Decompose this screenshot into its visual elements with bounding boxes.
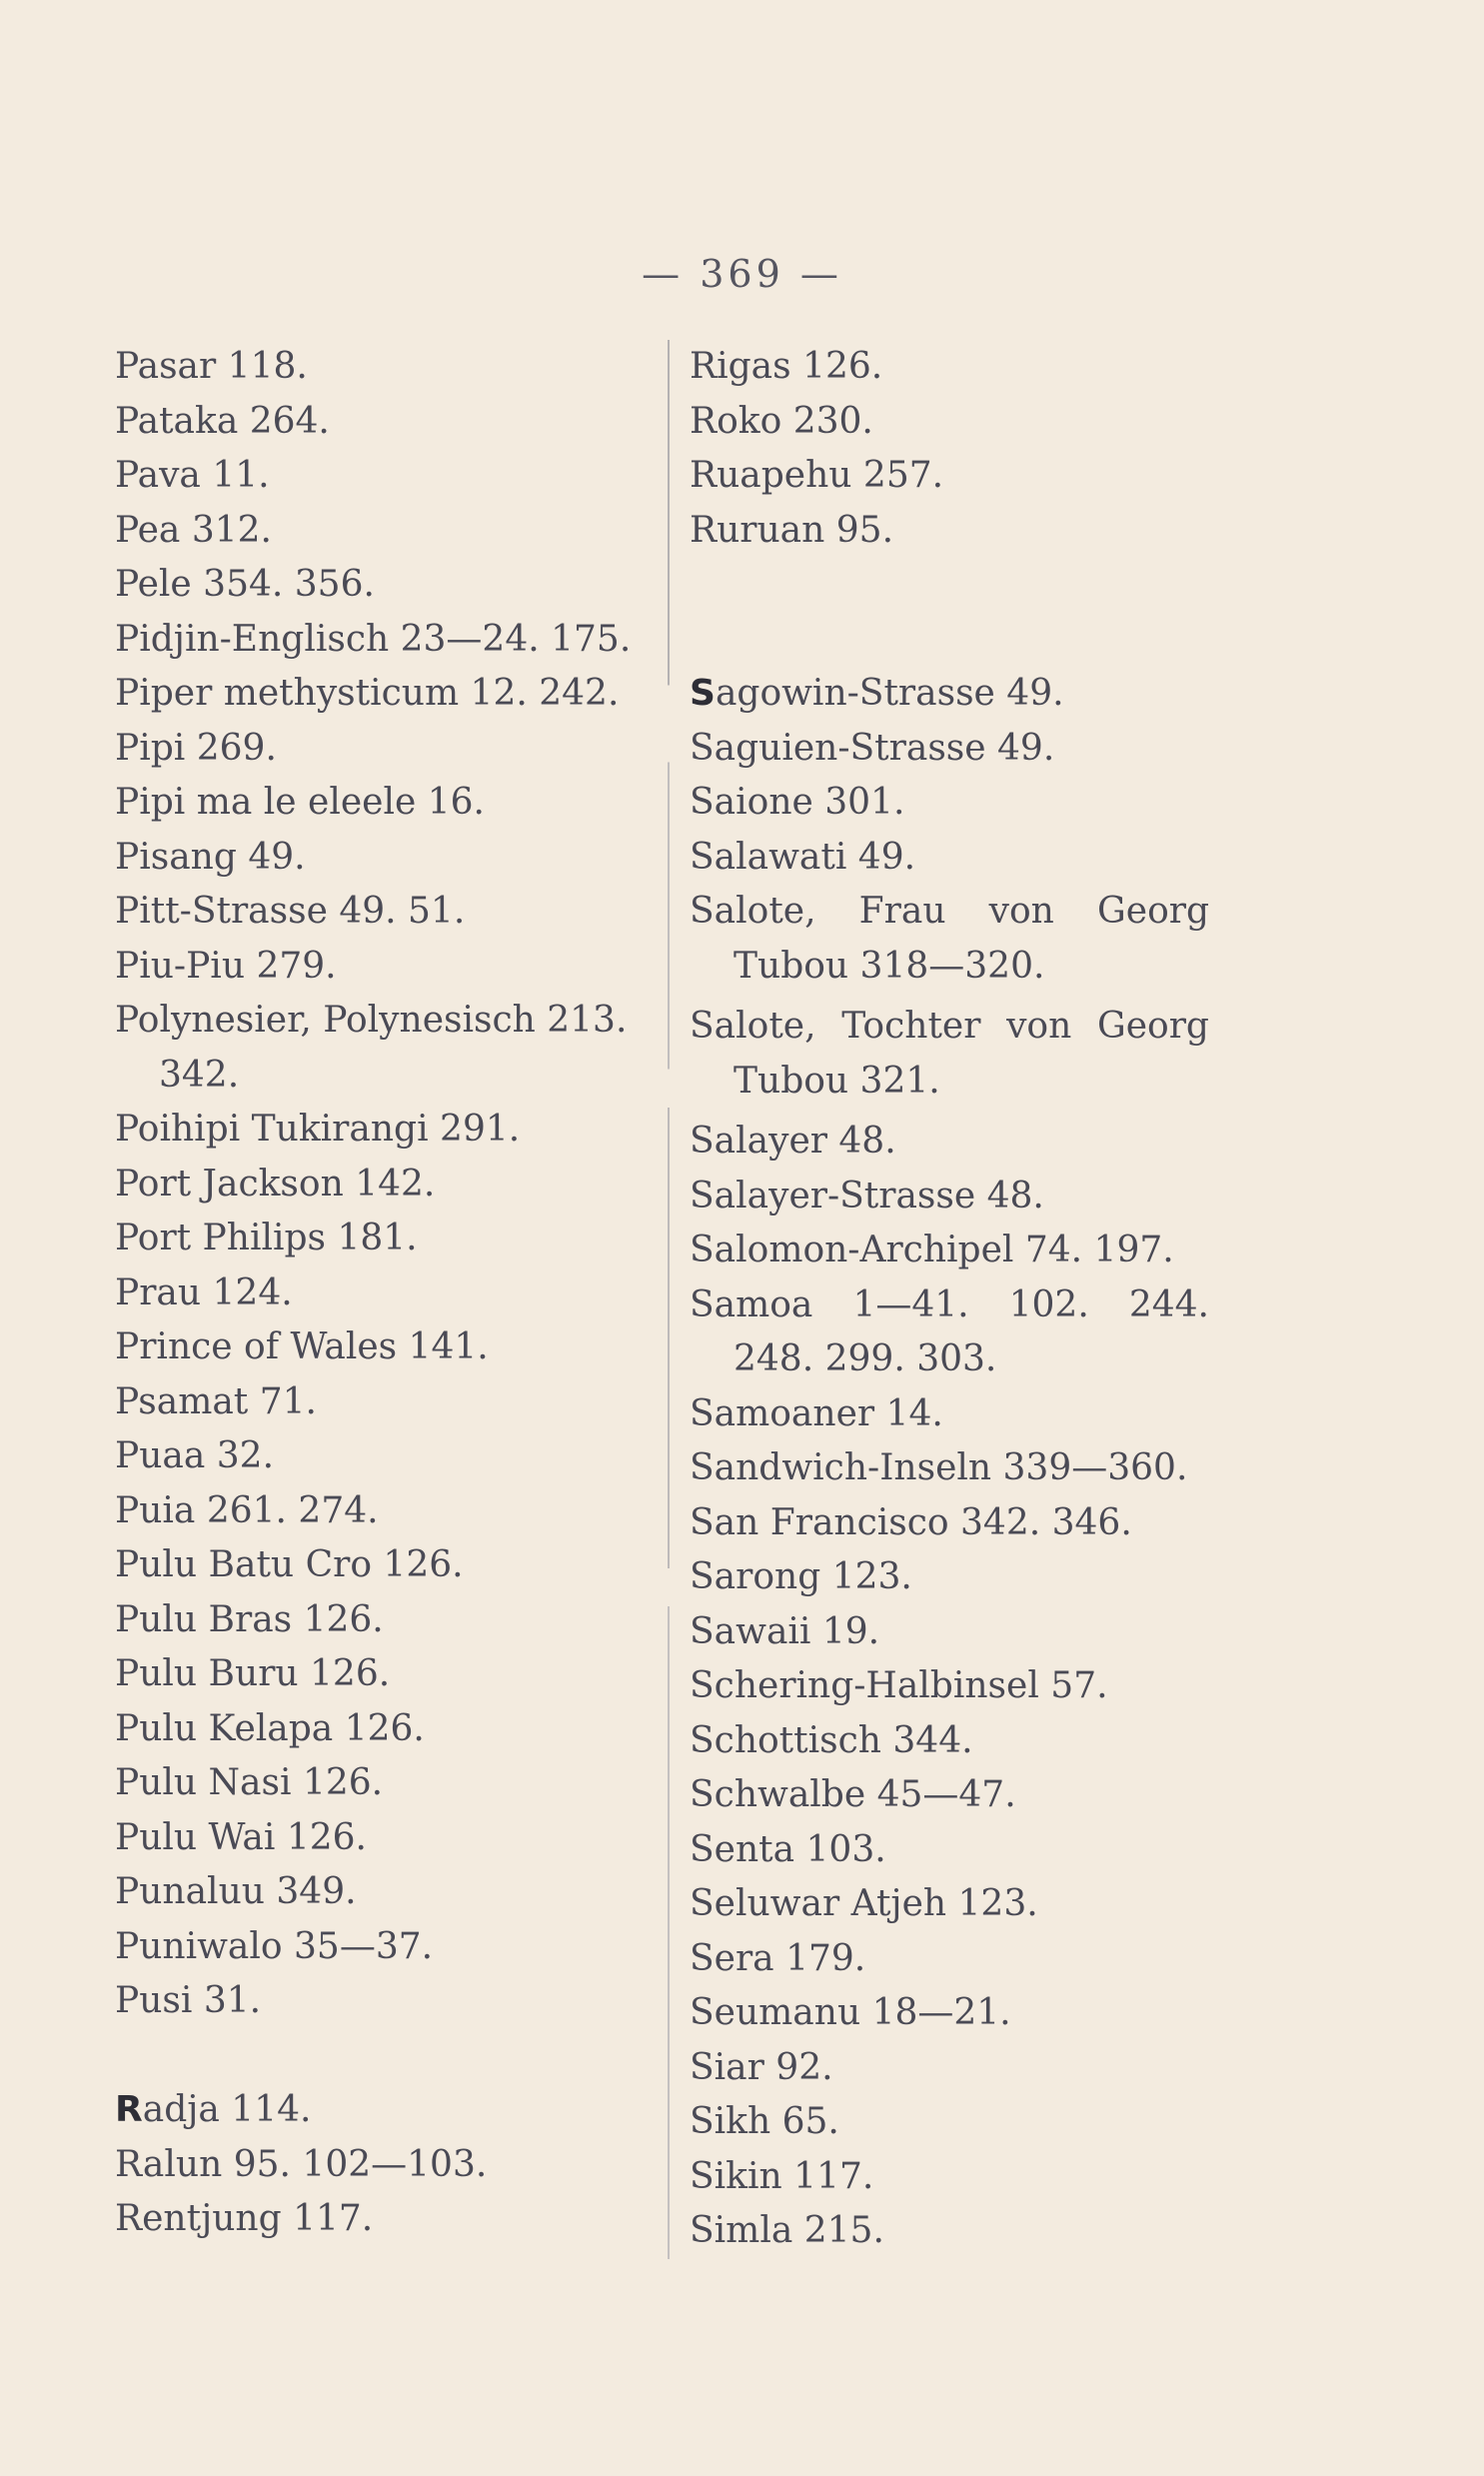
index-entry: Sawaii 19. — [690, 1610, 880, 1652]
column-divider — [668, 340, 670, 2259]
index-entry: Ruruan 95. — [690, 509, 894, 551]
index-entry: Sandwich-Inseln 339—360. — [690, 1447, 1188, 1488]
word: Georg — [1097, 891, 1209, 932]
index-entry: Pasar 118. — [115, 346, 308, 387]
index-entry: Salayer 48. — [690, 1121, 896, 1162]
word: von — [1006, 1006, 1072, 1047]
index-entry: Salawati 49. — [690, 836, 916, 878]
index-entry-sagowin — [690, 667, 1224, 722]
word: Frau — [858, 891, 946, 932]
index-entry: Puniwalo 35—37. — [115, 1925, 434, 1967]
index-entry: Pele 354. 356. — [115, 564, 375, 605]
index-entry: Schering-Halbinsel 57. — [690, 1665, 1108, 1706]
index-entry: Pidjin-Englisch 23—24. 175. — [115, 618, 632, 660]
index-entry: Sikin 117. — [690, 2155, 874, 2197]
index-entry: Rigas 126. — [690, 346, 883, 387]
section-gap — [115, 2029, 655, 2084]
index-entry: Pea 312. — [115, 509, 272, 551]
section-initial: R — [115, 2089, 143, 2130]
index-entry: Rentjung 117. — [115, 2198, 374, 2239]
index-entry: Pulu Bras 126. — [115, 1598, 384, 1640]
index-entry: Psamat 71. — [115, 1380, 317, 1422]
index-entry-text: adja 114. — [142, 2089, 312, 2130]
index-entry: Schwalbe 45—47. — [690, 1774, 1016, 1815]
index-entry: Saguien-Strasse 49. — [690, 727, 1055, 769]
index-entry: Ralun 95. 102—103. — [115, 2143, 488, 2185]
index-entry: Puia 261. 274. — [115, 1489, 379, 1531]
index-column-right — [690, 340, 1224, 2259]
word: Salote, — [690, 1006, 816, 1047]
index-entry: Sera 179. — [690, 1937, 866, 1979]
word: 1—41. — [852, 1283, 969, 1325]
section-initial: S — [690, 673, 716, 714]
index-entry: Pava 11. — [115, 455, 270, 496]
index-entry: Piper methysticum 12. 242. — [115, 673, 620, 714]
word: 244. — [1128, 1283, 1209, 1325]
justified-line — [690, 885, 1209, 940]
word: von — [988, 891, 1054, 932]
index-entry: Pipi ma le eleele 16. — [115, 782, 485, 823]
word: Salote, — [690, 891, 816, 932]
word: Georg — [1096, 1006, 1209, 1047]
index-entry: Seluwar Atjeh 123. — [690, 1883, 1038, 1924]
index-entry: Prau 124. — [115, 1271, 293, 1313]
word: Samoa — [690, 1283, 813, 1325]
index-entry: Sarong 123. — [690, 1556, 912, 1597]
index-entry: Prince of Wales 141. — [115, 1326, 489, 1367]
index-entry: Samoaner 14. — [690, 1392, 943, 1434]
justified-line — [690, 1000, 1209, 1055]
index-entry: Sikh 65. — [690, 2101, 839, 2142]
index-entry: Senta 103. — [690, 1828, 886, 1870]
index-entry: Pataka 264. — [115, 400, 330, 442]
index-entry-continuation: 342. — [159, 1054, 240, 1096]
index-entry: Pusi 31. — [115, 1980, 262, 2021]
page-number: — 369 — — [642, 252, 842, 296]
word: 102. — [1008, 1283, 1089, 1325]
index-entry-salote-tochter — [690, 1000, 1224, 1109]
index-entry: Puaa 32. — [115, 1435, 275, 1476]
index-entry: Port Jackson 142. — [115, 1163, 436, 1205]
index-entry: Port Philips 181. — [115, 1218, 418, 1258]
word: Tochter — [841, 1006, 981, 1047]
index-entry-continuation: Tubou 321. — [734, 1060, 940, 1102]
index-entry-continuation: 248. 299. 303. — [734, 1338, 997, 1379]
index-entry: Simla 215. — [690, 2210, 884, 2251]
index-entry-line: Polynesier, Polynesisch 213. — [115, 1000, 628, 1041]
index-column-left — [115, 340, 655, 2247]
index-entry: Seumanu 18—21. — [690, 1992, 1011, 2033]
index-entry-radja — [115, 2083, 655, 2138]
justified-line — [690, 1278, 1209, 1333]
index-entry: Punaluu 349. — [115, 1871, 357, 1912]
index-entry: Pisang 49. — [115, 836, 306, 878]
index-entry: Pulu Wai 126. — [115, 1816, 367, 1858]
index-entry: Saione 301. — [690, 782, 905, 823]
index-entry: Salomon-Archipel 74. 197. — [690, 1230, 1174, 1270]
index-entry-text: agowin-Strasse 49. — [715, 673, 1064, 714]
index-entry: Pipi 269. — [115, 727, 277, 769]
index-entry: Pitt-Strasse 49. 51. — [115, 891, 466, 932]
index-entry: Pulu Nasi 126. — [115, 1762, 384, 1803]
index-entry: Piu-Piu 279. — [115, 945, 337, 987]
index-entry: Pulu Batu Cro 126. — [115, 1544, 464, 1585]
index-entry: Siar 92. — [690, 2046, 833, 2088]
index-entry: Pulu Kelapa 126. — [115, 1707, 425, 1749]
index-entry-polynesier — [115, 994, 655, 1103]
index-entry-samoa — [690, 1278, 1224, 1387]
index-entry: San Francisco 342. 346. — [690, 1501, 1132, 1543]
index-entry: Poihipi Tukirangi 291. — [115, 1109, 521, 1150]
index-entry-salote-frau — [690, 885, 1224, 994]
index-entry-continuation: Tubou 318—320. — [734, 945, 1045, 987]
index-entry: Schottisch 344. — [690, 1719, 973, 1761]
index-entry: Pulu Buru 126. — [115, 1653, 391, 1694]
index-entry: Roko 230. — [690, 400, 873, 442]
index-entry: Ruapehu 257. — [690, 455, 944, 496]
index-entry: Salayer-Strasse 48. — [690, 1175, 1044, 1217]
section-gap — [690, 558, 1224, 667]
